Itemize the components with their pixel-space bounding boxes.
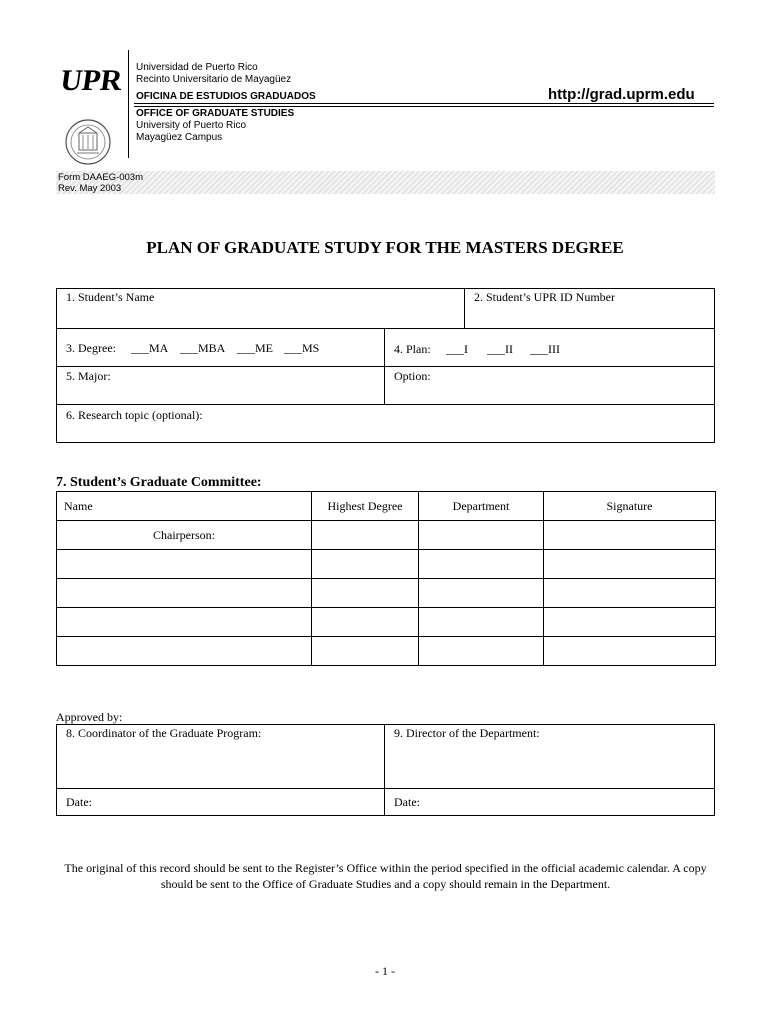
table-row <box>57 550 716 579</box>
table-row <box>57 608 716 637</box>
major-field[interactable]: 5. Major: <box>66 369 111 383</box>
table-cell[interactable] <box>419 608 544 637</box>
plan-option-iii[interactable]: ___III <box>530 342 560 356</box>
coordinator-signature-field[interactable]: 8. Coordinator of the Graduate Program: <box>66 726 262 740</box>
table-cell[interactable] <box>312 637 419 666</box>
table-cell[interactable] <box>312 550 419 579</box>
degree-option-me[interactable]: ___ME <box>237 341 273 355</box>
divider <box>384 724 385 816</box>
footer-note: The original of this record should be sent to the Register’s Office within the period specified in the official academic calendar. A copy should be sent to the Office of Graduate Studies and a copy should remain in the Department. <box>64 861 707 891</box>
divider <box>384 328 385 405</box>
table-cell[interactable] <box>312 608 419 637</box>
degree-option-ma[interactable]: ___MA <box>131 341 169 355</box>
director-date-field[interactable]: Date: <box>394 795 420 809</box>
table-row <box>57 579 716 608</box>
student-id-field[interactable]: 2. Student’s UPR ID Number <box>474 290 615 304</box>
student-name-field[interactable]: 1. Student’s Name <box>66 290 155 304</box>
page-number: - 1 - <box>375 964 395 978</box>
table-cell[interactable] <box>419 579 544 608</box>
table-cell[interactable] <box>57 637 312 666</box>
divider <box>56 366 715 367</box>
option-field[interactable]: Option: <box>394 369 431 383</box>
committee-table <box>56 491 716 666</box>
header-university-es: Universidad de Puerto Rico <box>136 62 258 73</box>
header-url[interactable]: http://grad.uprm.edu <box>548 86 695 103</box>
degree-option-ms[interactable]: ___MS <box>284 341 320 355</box>
page-title: PLAN OF GRADUATE STUDY FOR THE MASTERS DEGREE <box>146 238 624 257</box>
form-number: Form DAAEG-003m <box>58 172 143 183</box>
table-cell[interactable] <box>544 637 716 666</box>
research-topic-field[interactable]: 6. Research topic (optional): <box>66 408 203 422</box>
column-header-department: Department <box>419 492 544 521</box>
university-seal-icon <box>64 118 112 166</box>
form-info-bar <box>56 171 715 194</box>
header-divider <box>128 50 129 158</box>
degree-label: 3. Degree: <box>66 341 116 355</box>
table-cell[interactable] <box>419 550 544 579</box>
column-header-name: Name <box>57 492 312 521</box>
degree-option-mba[interactable]: ___MBA <box>180 341 226 355</box>
table-cell[interactable] <box>419 637 544 666</box>
chairperson-cell[interactable]: Chairperson: <box>57 521 312 550</box>
plan-label: 4. Plan: <box>394 342 431 356</box>
table-cell[interactable] <box>544 579 716 608</box>
header-office-en: OFFICE OF GRADUATE STUDIES <box>136 108 295 119</box>
divider <box>56 328 715 329</box>
column-header-highest-degree: Highest Degree <box>312 492 419 521</box>
table-cell[interactable] <box>544 521 716 550</box>
header-campus-es: Recinto Universitario de Mayagüez <box>136 74 292 85</box>
divider <box>464 288 465 329</box>
table-cell[interactable] <box>544 608 716 637</box>
coordinator-date-field[interactable]: Date: <box>66 795 92 809</box>
table-cell[interactable] <box>419 521 544 550</box>
table-header-row <box>57 492 716 521</box>
header-rule-bottom <box>134 106 714 107</box>
svg-text:UPR: UPR <box>58 63 125 97</box>
form-revision: Rev. May 2003 <box>58 183 122 194</box>
table-row <box>57 637 716 666</box>
committee-heading: 7. Student’s Graduate Committee: <box>56 475 262 490</box>
header-office-es: OFICINA DE ESTUDIOS GRADUADOS <box>136 91 316 102</box>
header-university-en: University of Puerto Rico <box>136 120 247 131</box>
column-header-signature: Signature <box>544 492 716 521</box>
divider <box>56 404 715 405</box>
table-cell[interactable] <box>312 579 419 608</box>
upr-logo <box>58 56 125 100</box>
table-cell[interactable] <box>57 608 312 637</box>
table-cell[interactable] <box>544 550 716 579</box>
header-rule-top <box>134 103 714 104</box>
director-signature-field[interactable]: 9. Director of the Department: <box>394 726 540 740</box>
table-cell[interactable] <box>312 521 419 550</box>
approved-by-label: Approved by: <box>56 710 123 724</box>
plan-option-i[interactable]: ___I <box>446 342 468 356</box>
table-cell[interactable] <box>57 550 312 579</box>
table-row <box>57 521 716 550</box>
divider <box>56 788 715 789</box>
plan-option-ii[interactable]: ___II <box>487 342 513 356</box>
header-campus-en: Mayagüez Campus <box>136 132 223 143</box>
table-cell[interactable] <box>57 579 312 608</box>
